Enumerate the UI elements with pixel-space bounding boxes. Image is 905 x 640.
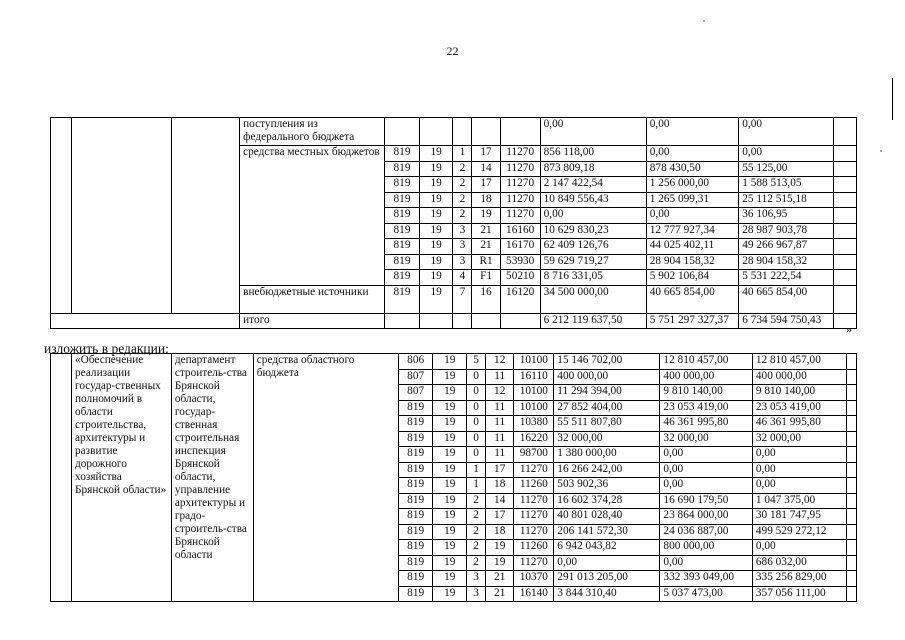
code-cell: F1	[472, 270, 500, 286]
code-cell: 3	[453, 254, 472, 270]
code-cell: 17	[486, 462, 514, 478]
code-cell: 98700	[514, 447, 554, 463]
amount-cell: 40 665 854,00	[739, 285, 834, 313]
amount-cell: 1 256 000,00	[646, 177, 738, 193]
empty-cell	[51, 313, 240, 329]
empty-cell	[847, 509, 857, 525]
code-cell: 19	[433, 462, 467, 478]
code-cell: 12	[486, 385, 514, 401]
code-cell: 2	[453, 208, 472, 224]
code-cell: 819	[385, 270, 420, 286]
empty-cell	[847, 462, 857, 478]
empty-cell	[171, 118, 239, 314]
code-cell	[419, 313, 453, 329]
amount-cell: 25 112 515,18	[739, 192, 834, 208]
amount-cell: 400 000,00	[554, 369, 660, 385]
code-cell: 11270	[514, 524, 554, 540]
amount-cell: 0,00	[752, 447, 847, 463]
amount-cell: 15 146 702,00	[554, 354, 660, 370]
code-cell: 1	[467, 478, 486, 494]
amount-cell: 0,00	[540, 208, 646, 224]
amount-cell: 32 000,00	[554, 431, 660, 447]
empty-cell	[833, 161, 856, 177]
code-cell: 19	[419, 285, 453, 313]
empty-cell	[847, 369, 857, 385]
code-cell: 819	[398, 462, 433, 478]
code-cell: 11260	[514, 478, 554, 494]
code-cell: 2	[453, 161, 472, 177]
margin-line	[892, 78, 893, 120]
code-cell: 21	[472, 239, 500, 255]
amount-cell: 11 294 394,00	[554, 385, 660, 401]
code-cell: 19	[433, 571, 467, 587]
code-cell: 819	[398, 447, 433, 463]
source-cell: поступления из федерального бюджета	[240, 118, 385, 146]
empty-cell	[847, 540, 857, 556]
amount-cell: 8 716 331,05	[540, 270, 646, 286]
empty-cell	[847, 555, 857, 571]
code-cell: 2	[467, 524, 486, 540]
code-cell: 4	[453, 270, 472, 286]
amount-cell: 46 361 995,80	[660, 416, 752, 432]
amount-cell: 6 212 119 637,50	[540, 313, 646, 329]
code-cell: 2	[467, 555, 486, 571]
table-row	[51, 313, 857, 329]
budget-table-continued	[50, 117, 857, 329]
amount-cell: 23 864 000,00	[660, 509, 752, 525]
empty-cell	[833, 239, 856, 255]
code-cell: 19	[433, 369, 467, 385]
empty-cell	[72, 118, 172, 314]
amount-cell: 55 125,00	[739, 161, 834, 177]
amount-cell: 28 987 903,78	[739, 223, 834, 239]
amount-cell: 503 902,36	[554, 478, 660, 494]
code-cell: 11	[486, 416, 514, 432]
amount-cell: 23 053 419,00	[752, 400, 847, 416]
empty-cell	[847, 400, 857, 416]
amount-cell: 0,00	[660, 462, 752, 478]
amount-cell: 800 000,00	[660, 540, 752, 556]
amount-cell: 40 801 028,40	[554, 509, 660, 525]
amount-cell: 12 810 457,00	[660, 354, 752, 370]
code-cell: 19	[433, 431, 467, 447]
code-cell: 819	[398, 524, 433, 540]
code-cell: 807	[398, 385, 433, 401]
code-cell: 16	[472, 285, 500, 313]
amount-cell: 1 380 000,00	[554, 447, 660, 463]
amount-cell: 5 037 473,00	[660, 586, 752, 602]
code-cell: 19	[419, 239, 453, 255]
code-cell: 21	[486, 586, 514, 602]
code-cell: 19	[472, 208, 500, 224]
code-cell: 11270	[500, 192, 540, 208]
code-cell: 2	[467, 493, 486, 509]
empty-cell	[833, 254, 856, 270]
code-cell: 21	[486, 571, 514, 587]
code-cell: 819	[385, 239, 420, 255]
code-cell: 10100	[514, 354, 554, 370]
code-cell: 21	[472, 223, 500, 239]
amount-cell: 28 904 158,32	[739, 254, 834, 270]
code-cell: 11270	[500, 146, 540, 162]
code-cell: 3	[467, 586, 486, 602]
code-cell: 0	[467, 416, 486, 432]
code-cell	[419, 118, 453, 146]
code-cell: 0	[467, 385, 486, 401]
empty-cell	[847, 416, 857, 432]
code-cell: 7	[453, 285, 472, 313]
code-cell	[385, 313, 420, 329]
empty-cell	[833, 270, 856, 286]
amount-cell: 2 147 422,54	[540, 177, 646, 193]
closing-quote: »	[846, 322, 852, 336]
code-cell: 12	[486, 354, 514, 370]
code-cell: 819	[385, 285, 420, 313]
code-cell	[500, 313, 540, 329]
code-cell: 819	[385, 161, 420, 177]
amount-cell: 10 849 556,43	[540, 192, 646, 208]
code-cell: R1	[472, 254, 500, 270]
code-cell: 819	[398, 400, 433, 416]
code-cell: 819	[385, 192, 420, 208]
code-cell: 11260	[514, 540, 554, 556]
code-cell: 0	[467, 400, 486, 416]
amount-cell: 9 810 140,00	[660, 385, 752, 401]
code-cell: 2	[467, 509, 486, 525]
code-cell: 19	[433, 493, 467, 509]
amount-cell: 6 734 594 750,43	[739, 313, 834, 329]
code-cell: 18	[486, 524, 514, 540]
code-cell: 19	[433, 509, 467, 525]
amount-cell: 28 904 158,32	[646, 254, 738, 270]
empty-cell	[833, 223, 856, 239]
edit-caption: изложить в редакции:	[44, 341, 169, 356]
code-cell: 16110	[514, 369, 554, 385]
empty-cell	[833, 146, 856, 162]
empty-cell	[847, 571, 857, 587]
amount-cell: 5 751 297 327,37	[646, 313, 738, 329]
code-cell: 806	[398, 354, 433, 370]
code-cell: 18	[486, 478, 514, 494]
code-cell: 16120	[500, 285, 540, 313]
code-cell: 807	[398, 369, 433, 385]
amount-cell: 23 053 419,00	[660, 400, 752, 416]
empty-cell	[833, 313, 856, 329]
empty-cell	[847, 524, 857, 540]
amount-cell: 856 118,00	[540, 146, 646, 162]
page-number: 22	[446, 44, 459, 58]
empty-cell	[847, 447, 857, 463]
amount-cell: 6 942 043,82	[554, 540, 660, 556]
code-cell: 819	[398, 571, 433, 587]
code-cell: 11	[486, 400, 514, 416]
code-cell: 19	[419, 270, 453, 286]
code-cell: 3	[453, 239, 472, 255]
amount-cell: 16 266 242,00	[554, 462, 660, 478]
amount-cell: 3 844 310,40	[554, 586, 660, 602]
scan-dot	[880, 150, 882, 152]
code-cell: 819	[385, 223, 420, 239]
amount-cell: 36 106,95	[739, 208, 834, 224]
code-cell: 2	[453, 177, 472, 193]
code-cell: 19	[433, 478, 467, 494]
code-cell	[453, 118, 472, 146]
amount-cell: 5 531 222,54	[739, 270, 834, 286]
empty-cell	[847, 493, 857, 509]
code-cell: 10100	[514, 385, 554, 401]
table-row	[51, 118, 857, 146]
amount-cell: 400 000,00	[752, 369, 847, 385]
code-cell: 53930	[500, 254, 540, 270]
amount-cell: 9 810 140,00	[752, 385, 847, 401]
code-cell: 11270	[500, 161, 540, 177]
code-cell: 11270	[514, 493, 554, 509]
code-cell	[472, 118, 500, 146]
amount-cell: 335 256 829,00	[752, 571, 847, 587]
amount-cell: 0,00	[540, 118, 646, 146]
amount-cell: 46 361 995,80	[752, 416, 847, 432]
amount-cell: 0,00	[752, 540, 847, 556]
executor-cell: департамент строитель-ства Брянской области, государ-ственная строительная инспекция Брянской области, управление архитектуры и градо-строитель-ства Брянской области	[171, 354, 253, 602]
code-cell: 11270	[500, 208, 540, 224]
source-cell: внебюджетные источники	[240, 285, 385, 313]
amount-cell: 332 393 049,00	[660, 571, 752, 587]
amount-cell: 16 602 374,28	[554, 493, 660, 509]
amount-cell: 1 047 375,00	[752, 493, 847, 509]
amount-cell: 12 777 927,34	[646, 223, 738, 239]
code-cell: 19	[433, 540, 467, 556]
code-cell: 19	[433, 555, 467, 571]
amount-cell: 44 025 402,11	[646, 239, 738, 255]
code-cell: 0	[467, 431, 486, 447]
code-cell: 819	[385, 146, 420, 162]
empty-cell	[833, 177, 856, 193]
amount-cell: 1 265 099,31	[646, 192, 738, 208]
code-cell: 11270	[514, 555, 554, 571]
code-cell: 819	[398, 493, 433, 509]
code-cell: 16220	[514, 431, 554, 447]
code-cell: 14	[486, 493, 514, 509]
amount-cell: 0,00	[660, 447, 752, 463]
amount-cell: 0,00	[646, 146, 738, 162]
code-cell: 10100	[514, 400, 554, 416]
code-cell: 3	[467, 571, 486, 587]
amount-cell: 49 266 967,87	[739, 239, 834, 255]
amount-cell: 0,00	[660, 555, 752, 571]
amount-cell: 32 000,00	[660, 431, 752, 447]
amount-cell: 16 690 179,50	[660, 493, 752, 509]
empty-cell	[847, 478, 857, 494]
amount-cell: 0,00	[646, 118, 738, 146]
empty-cell	[833, 285, 856, 313]
amount-cell: 878 430,50	[646, 161, 738, 177]
amount-cell: 357 056 111,00	[752, 586, 847, 602]
code-cell: 19	[419, 161, 453, 177]
code-cell: 19	[433, 400, 467, 416]
code-cell: 0	[467, 369, 486, 385]
amount-cell: 0,00	[739, 118, 834, 146]
source-cell: итого	[240, 313, 385, 329]
code-cell: 16140	[514, 586, 554, 602]
empty-cell	[847, 385, 857, 401]
code-cell: 11270	[514, 462, 554, 478]
empty-cell	[847, 431, 857, 447]
code-cell: 19	[419, 192, 453, 208]
code-cell: 19	[419, 146, 453, 162]
code-cell: 16170	[500, 239, 540, 255]
code-cell: 3	[453, 223, 472, 239]
code-cell: 16160	[500, 223, 540, 239]
amount-cell: 27 852 404,00	[554, 400, 660, 416]
amount-cell: 55 511 807,80	[554, 416, 660, 432]
code-cell: 18	[472, 192, 500, 208]
code-cell	[385, 118, 420, 146]
code-cell: 11	[486, 447, 514, 463]
code-cell	[453, 313, 472, 329]
code-cell: 1	[453, 146, 472, 162]
empty-cell	[847, 354, 857, 370]
code-cell: 50210	[500, 270, 540, 286]
code-cell: 19	[433, 586, 467, 602]
amount-cell: 686 032,00	[752, 555, 847, 571]
empty-cell	[51, 354, 72, 602]
code-cell: 10370	[514, 571, 554, 587]
amount-cell: 32 000,00	[752, 431, 847, 447]
code-cell: 819	[385, 208, 420, 224]
amount-cell: 34 500 000,00	[540, 285, 646, 313]
amount-cell: 0,00	[660, 478, 752, 494]
code-cell: 19	[419, 223, 453, 239]
code-cell: 19	[433, 416, 467, 432]
amount-cell: 0,00	[646, 208, 738, 224]
table-row	[51, 354, 857, 370]
code-cell: 19	[486, 540, 514, 556]
empty-cell	[51, 118, 72, 314]
code-cell: 819	[385, 254, 420, 270]
code-cell: 819	[398, 416, 433, 432]
amount-cell: 206 141 572,30	[554, 524, 660, 540]
code-cell: 819	[398, 478, 433, 494]
amount-cell: 59 629 719,27	[540, 254, 646, 270]
amount-cell: 30 181 747,95	[752, 509, 847, 525]
code-cell: 17	[472, 177, 500, 193]
code-cell: 2	[467, 540, 486, 556]
amount-cell: 291 013 205,00	[554, 571, 660, 587]
code-cell	[500, 118, 540, 146]
code-cell: 10380	[514, 416, 554, 432]
code-cell: 819	[398, 555, 433, 571]
code-cell: 819	[398, 586, 433, 602]
code-cell: 5	[467, 354, 486, 370]
code-cell: 19	[433, 524, 467, 540]
code-cell: 819	[398, 431, 433, 447]
code-cell: 0	[467, 447, 486, 463]
code-cell: 19	[419, 177, 453, 193]
empty-cell	[833, 208, 856, 224]
code-cell: 819	[398, 509, 433, 525]
code-cell: 17	[472, 146, 500, 162]
code-cell: 11270	[514, 509, 554, 525]
empty-cell	[847, 586, 857, 602]
amount-cell: 0,00	[739, 146, 834, 162]
code-cell: 19	[419, 208, 453, 224]
code-cell: 19	[433, 447, 467, 463]
amount-cell: 0,00	[752, 462, 847, 478]
amount-cell: 0,00	[554, 555, 660, 571]
empty-cell	[833, 192, 856, 208]
code-cell: 14	[472, 161, 500, 177]
amount-cell: 400 000,00	[660, 369, 752, 385]
amount-cell: 499 529 272,12	[752, 524, 847, 540]
code-cell: 2	[453, 192, 472, 208]
source-cell: средства местных бюджетов	[240, 146, 385, 286]
amount-cell: 12 810 457,00	[752, 354, 847, 370]
amount-cell: 873 809,18	[540, 161, 646, 177]
amount-cell: 62 409 126,76	[540, 239, 646, 255]
code-cell: 19	[419, 254, 453, 270]
code-cell: 11270	[500, 177, 540, 193]
code-cell: 819	[398, 540, 433, 556]
amount-cell: 0,00	[752, 478, 847, 494]
code-cell: 11	[486, 369, 514, 385]
scan-dot	[703, 20, 705, 22]
empty-cell	[833, 118, 856, 146]
budget-table-new-edition	[50, 353, 857, 602]
source-cell: средства областного бюджета	[253, 354, 398, 602]
code-cell: 19	[433, 385, 467, 401]
amount-cell: 1 588 513,05	[739, 177, 834, 193]
code-cell: 819	[385, 177, 420, 193]
code-cell	[472, 313, 500, 329]
amount-cell: 5 902 106,84	[646, 270, 738, 286]
code-cell: 11	[486, 431, 514, 447]
code-cell: 19	[486, 555, 514, 571]
amount-cell: 10 629 830,23	[540, 223, 646, 239]
task-cell: «Обеспечение реализации государ-ственных полномочий в области строительства, архитектуры и развитие дорожного хозяйства Брянской области»	[72, 354, 172, 602]
code-cell: 17	[486, 509, 514, 525]
amount-cell: 24 036 887,00	[660, 524, 752, 540]
code-cell: 19	[433, 354, 467, 370]
amount-cell: 40 665 854,00	[646, 285, 738, 313]
code-cell: 1	[467, 462, 486, 478]
